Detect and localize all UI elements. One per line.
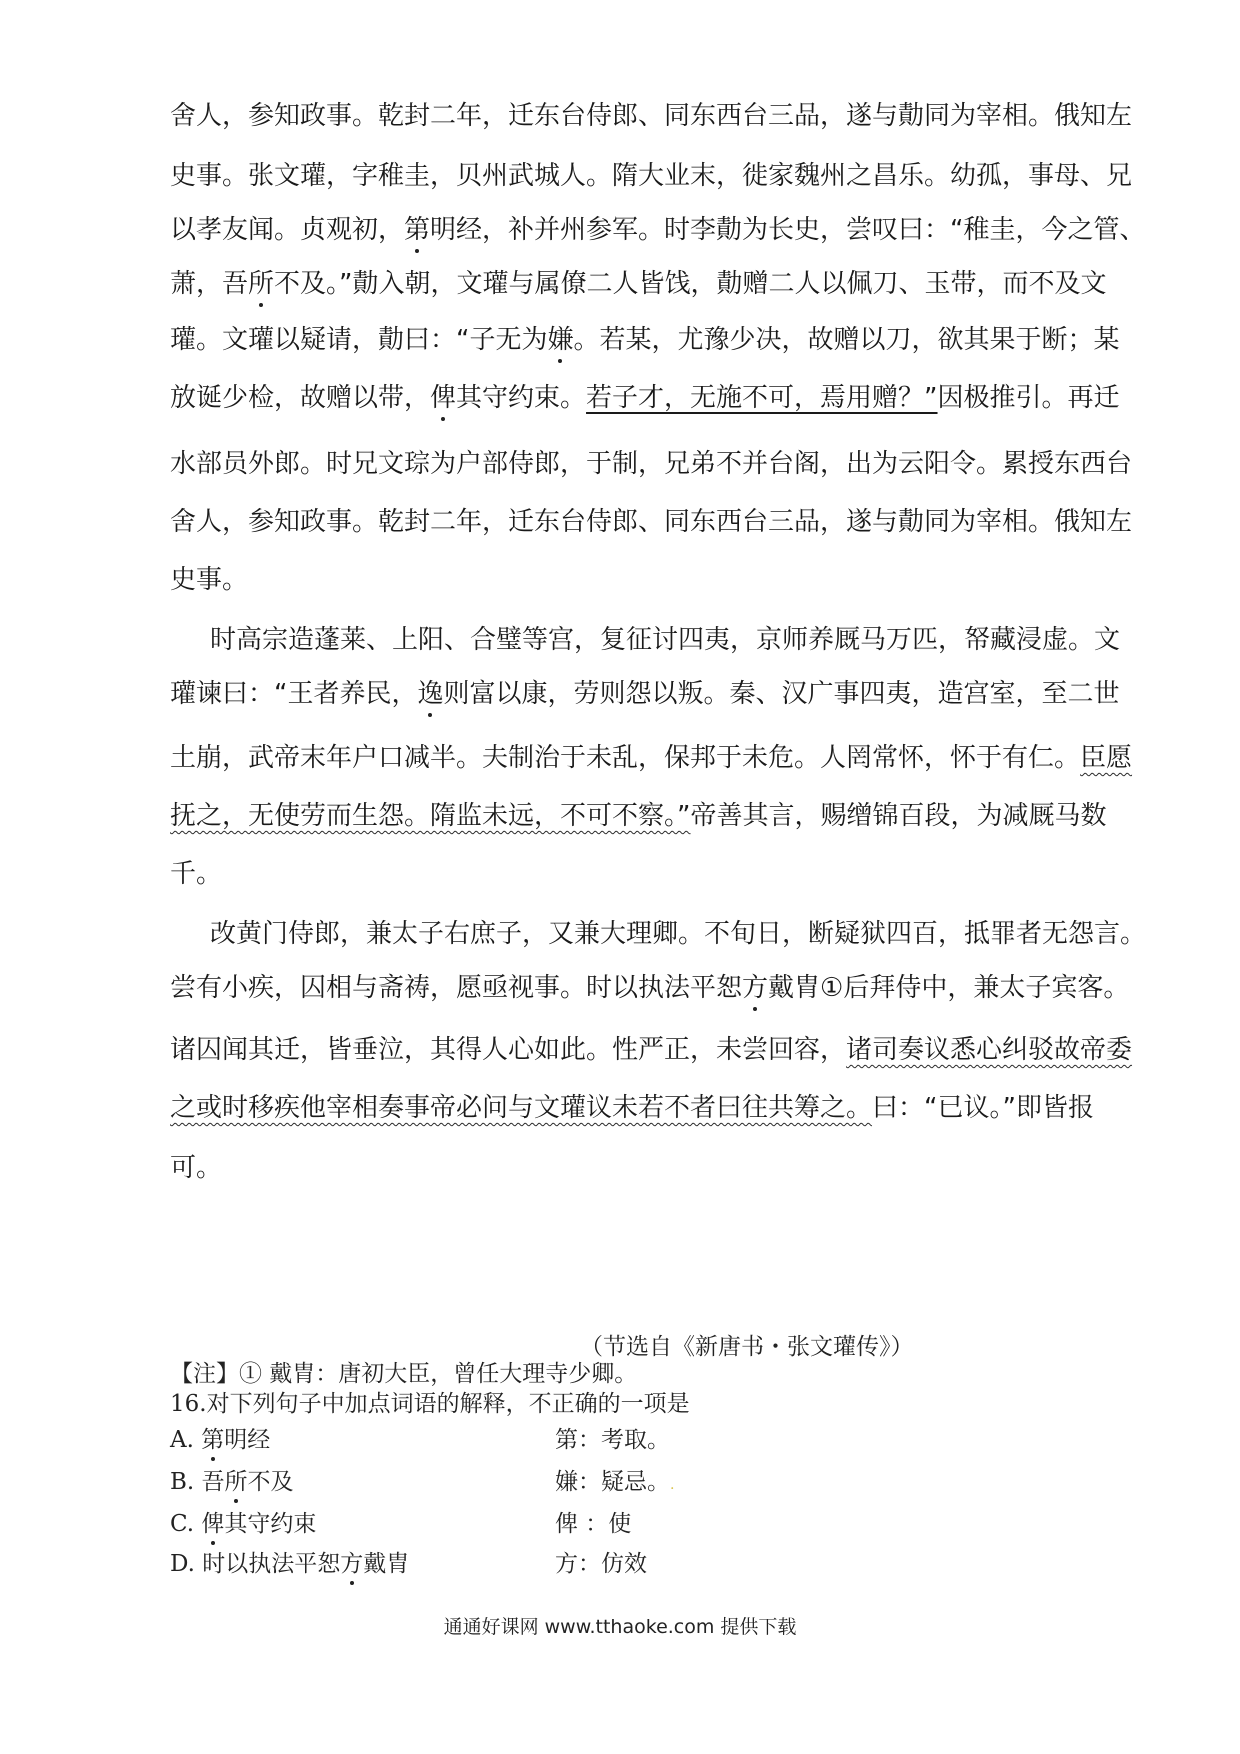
option-a: A. 第明经 [170, 1427, 271, 1453]
option-b: B. 吾所不及 [170, 1469, 294, 1495]
annotation-note: 【注】① 戴胄：唐初大臣，曾任大理寺少卿。 [170, 1361, 638, 1387]
passage-line: 舍人，参知政事。乾封二年，迁东台侍郎、同东西台三品，遂与勣同为宰相。俄知左 [170, 101, 1133, 131]
passage-line: 尝有小疾，囚相与斋祷，愿亟视事。时以执法平恕方戴胄①后拜侍中，兼太子宾客。 [170, 973, 1130, 1003]
passage-line: 时高宗造蓬莱、上阳、合璧等宫，复征讨四夷，京师养厩马万匹，帑藏浸虚。文 [210, 625, 1121, 655]
passage-line: 放诞少检，故赠以带，俾其守约束。若子才，无施不可，焉用赠？”因极推引。再迁 [170, 383, 1120, 413]
passage-line: 史事。张文瓘，字稚圭，贝州武城人。隋大业末，徙家魏州之昌乐。幼孤，事母、兄 [170, 161, 1133, 191]
footer-credit: 通通好课网 www.tthaoke.com 提供下载 [443, 1616, 797, 1638]
wavy-underlined-sentence: 抚之，无使劳而生怨。隋监未远，不可不察。” [170, 801, 691, 831]
option-c-gloss: 俾 ：使 [555, 1511, 632, 1537]
passage-line: 舍人，参知政事。乾封二年，迁东台侍郎、同东西台三品，遂与勣同为宰相。俄知左 [170, 507, 1133, 537]
option-c: C. 俾其守约束 [170, 1511, 317, 1537]
passage-line: 水部员外郎。时兄文琮为户部侍郎，于制，兄弟不并台阁，出为云阳令。累授东西台 [170, 449, 1133, 479]
passage-line: 瓘。文瓘以疑请，勣曰：“子无为嫌。若某，尤豫少决，故赠以刀，欲其果于断；某 [170, 325, 1120, 355]
passage-line: 瓘谏曰：“王者养民，逸则富以康，劳则怨以叛。秦、汉广事四夷，造宫室，至二世 [170, 679, 1120, 709]
passage-line: 诸囚闻其迁，皆垂泣，其得人心如此。性严正，未尝回容，诸司奏议悉心纠驳故帝委 [170, 1035, 1133, 1065]
passage-line: 抚之，无使劳而生怨。隋监未远，不可不察。”帝善其言，赐缯锦百段，为减厩马数 [170, 801, 1107, 831]
option-a-gloss: 第：考取。 [555, 1427, 670, 1453]
passage-line: 萧，吾所不及。”勣入朝，文瓘与属僚二人皆饯，勣赠二人以佩刀、玉带，而不及文 [170, 269, 1107, 299]
underlined-sentence: 若子才，无施不可，焉用赠？” [586, 383, 938, 413]
passage-line: 千。 [170, 859, 223, 889]
passage-line: 以孝友闻。贞观初，第明经，补并州参军。时李勣为长史，尝叹曰：“稚圭，今之管、 [170, 215, 1146, 245]
option-d-gloss: 方：仿效 [555, 1551, 647, 1577]
passage-line: 可。 [170, 1153, 223, 1183]
passage-line: 土崩，武帝末年户口减半。夫制治于未乱，保邦于未危。人罔常怀，怀于有仁。臣愿 [170, 743, 1133, 773]
passage-line: 改黄门侍郎，兼太子右庶子，又兼大理卿。不旬日，断疑狱四百，抵罪者无怨言。 [210, 919, 1147, 949]
passage-line: 之或时移疾他宰相奏事帝必问与文瓘议未若不者曰往共筹之。曰：“已议。”即皆报 [170, 1093, 1094, 1123]
question-stem: 16.对下列句子中加点词语的解释，不正确的一项是 [170, 1391, 690, 1417]
wavy-underlined-sentence: 诸司奏议悉心纠驳故帝委 [846, 1035, 1133, 1065]
wavy-underlined-sentence: 臣愿 [1080, 743, 1133, 773]
passage-line: 史事。 [170, 565, 249, 595]
option-d: D. 时以执法平恕方戴胄 [170, 1551, 410, 1577]
wavy-underlined-sentence: 之或时移疾他宰相奏事帝必问与文瓘议未若不者曰往共筹之。 [170, 1093, 873, 1123]
option-b-gloss: 嫌：疑忌。. [555, 1469, 675, 1495]
source-citation: （节选自《新唐书・张文瓘传》） [580, 1334, 914, 1360]
